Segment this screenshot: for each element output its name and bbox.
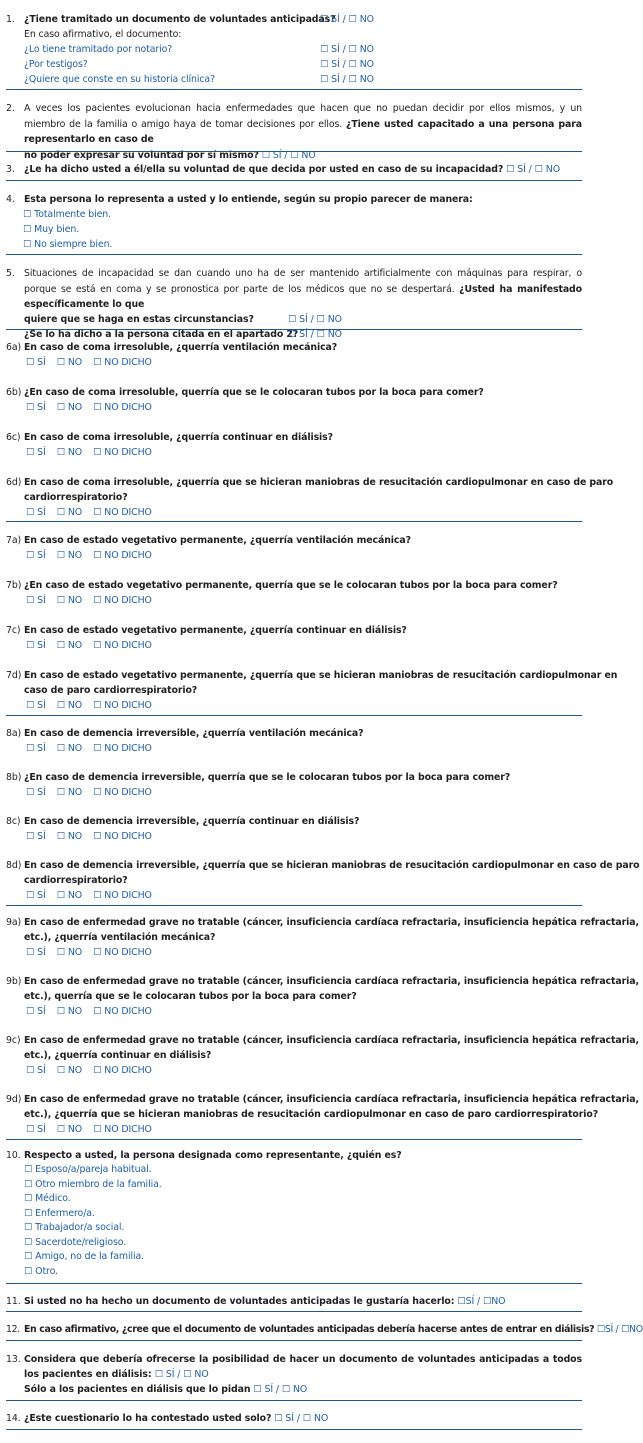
question-number: 6a) — [6, 342, 22, 353]
yes-checkbox[interactable]: ☐ SÍ — [26, 787, 46, 798]
not-said-checkbox[interactable]: ☐ NO DICHO — [93, 402, 152, 413]
question-6d — [6, 475, 614, 520]
answer-checkboxes[interactable]: ☐ SÍ / ☐ NO — [253, 1384, 308, 1395]
question-title: pacientes en diálisis: — [42, 1369, 152, 1380]
option-checkbox[interactable]: ☐ Totalmente bien. — [23, 209, 111, 220]
not-said-checkbox[interactable]: ☐ NO DICHO — [93, 595, 152, 606]
question-4 — [6, 192, 582, 252]
question-title: En caso de enfermedad grave no tratable (cáncer, insuficiencia cardíaca refractaria, insuficiencia hepática refractaria, — [24, 917, 639, 928]
not-said-checkbox[interactable]: ☐ NO DICHO — [93, 1065, 152, 1076]
question-number: 8a) — [6, 728, 22, 739]
sub-question: ¿Lo tiene tramitado por notario? — [24, 44, 173, 55]
divider — [6, 905, 582, 906]
no-checkbox[interactable]: ☐ NO — [56, 1006, 83, 1017]
not-said-checkbox[interactable]: ☐ NO DICHO — [93, 947, 152, 958]
question-number: 9d) — [6, 1094, 22, 1105]
option-checkbox[interactable]: ☐ Amigo, no de la familia. — [24, 1251, 144, 1262]
question-title: etc.), ¿querría que se hicieran maniobras de resucitación cardiopulmonar en caso de paro cardiorrespiratorio? — [24, 1109, 599, 1120]
option-checkbox[interactable]: ☐ Médico. — [24, 1193, 71, 1204]
answer-checkboxes[interactable]: ☐SÍ / ☐NO — [457, 1296, 506, 1307]
sub-question: ¿Quiere que conste en su historia clínica? — [24, 74, 215, 85]
question-group-6 — [6, 340, 614, 520]
answer-checkboxes[interactable]: ☐SÍ / ☐NO — [596, 1324, 643, 1335]
divider — [6, 1400, 582, 1401]
question-8a — [6, 726, 582, 770]
question-group-9 — [6, 915, 639, 1137]
question-number: 6d) — [6, 477, 22, 488]
question-text: familia o amigo haya de tomar decisiones por ellos. — [96, 118, 343, 130]
question-number: 4. — [6, 194, 15, 205]
question-9b — [6, 974, 639, 1033]
question-12 — [6, 1322, 643, 1337]
question-number: 11. — [6, 1296, 21, 1307]
question-7d — [6, 668, 618, 713]
question-number: 5. — [6, 268, 15, 279]
question-title: etc.), ¿querría ventilación mecánica? — [24, 932, 216, 943]
question-text: en coma y se pronostica por parte de los médicos que no se despertará. — [100, 283, 455, 295]
divider — [6, 89, 582, 90]
no-checkbox[interactable]: ☐ NO — [56, 1124, 83, 1135]
yes-checkbox[interactable]: ☐ SÍ — [26, 550, 46, 561]
question-title: no poder expresar su voluntad por sí mismo? — [24, 149, 259, 161]
divider — [6, 1139, 582, 1140]
answer-checkboxes[interactable]: ☐ SÍ / ☐ NO — [261, 149, 316, 161]
question-title: Sólo a los pacientes en diálisis que lo pidan — [24, 1384, 251, 1395]
question-title: ¿En caso de estado vegetativo permanente, querría que se le colocaran tubos por la boca para comer? — [24, 580, 558, 591]
no-checkbox[interactable]: ☐ NO — [56, 890, 83, 901]
not-said-checkbox[interactable]: ☐ NO DICHO — [93, 890, 152, 901]
question-title: Considera que debería ofrecerse la posibilidad de hacer un documento de voluntades anticipadas a todos los — [24, 1354, 582, 1380]
question-number: 9b) — [6, 976, 22, 987]
yes-checkbox[interactable]: ☐ SÍ — [26, 507, 46, 518]
no-checkbox[interactable]: ☐ NO — [56, 507, 83, 518]
answer-checkboxes[interactable]: ☐ SÍ / ☐ NO — [506, 164, 560, 175]
no-checkbox[interactable]: ☐ NO — [56, 595, 83, 606]
no-checkbox[interactable]: ☐ NO — [56, 1065, 83, 1076]
no-checkbox[interactable]: ☐ NO — [56, 743, 83, 754]
question-9c — [6, 1033, 639, 1092]
divider — [6, 1283, 582, 1284]
question-title: ¿Le ha dicho usted a él/ella su voluntad de que decida por usted en caso de su incapacidad? — [24, 164, 504, 175]
question-title: ¿Este cuestionario lo ha contestado usted solo? — [24, 1413, 272, 1424]
question-title: En caso de coma irresoluble, ¿querría ventilación mecánica? — [24, 342, 338, 353]
yes-checkbox[interactable]: ☐ SÍ — [26, 640, 46, 651]
not-said-checkbox[interactable]: ☐ NO DICHO — [93, 507, 152, 518]
yes-checkbox[interactable]: ☐ SÍ — [26, 743, 46, 754]
question-number: 6c) — [6, 432, 21, 443]
question-title: En caso de estado vegetativo permanente, ¿querría ventilación mecánica? — [24, 535, 411, 546]
no-checkbox[interactable]: ☐ NO — [56, 402, 83, 413]
answer-checkboxes[interactable]: ☐ SÍ / ☐ NO — [320, 74, 374, 85]
yes-checkbox[interactable]: ☐ SÍ — [26, 595, 46, 606]
no-checkbox[interactable]: ☐ NO — [56, 447, 83, 458]
question-7c — [6, 623, 582, 668]
yes-checkbox[interactable]: ☐ SÍ — [26, 402, 46, 413]
question-title: cardiorrespiratorio? — [24, 492, 128, 503]
not-said-checkbox[interactable]: ☐ NO DICHO — [93, 1006, 152, 1017]
question-title: caso de paro cardiorrespiratorio? — [24, 685, 198, 696]
question-title: ¿Tiene tramitado un documento de voluntades anticipadas? — [24, 14, 336, 25]
yes-checkbox[interactable]: ☐ SÍ — [26, 890, 46, 901]
no-checkbox[interactable]: ☐ NO — [56, 831, 83, 842]
question-title: En caso de demencia irreversible, ¿querría que se hicieran maniobras de resucitación cardiopulmonar en caso de paro — [24, 860, 640, 871]
not-said-checkbox[interactable]: ☐ NO DICHO — [93, 743, 152, 754]
question-8d — [6, 858, 640, 903]
not-said-checkbox[interactable]: ☐ NO DICHO — [93, 787, 152, 798]
yes-checkbox[interactable]: ☐ SÍ — [26, 357, 46, 368]
question-title: ¿Se lo ha dicho a la persona citada en el apartado 2? — [24, 328, 299, 340]
question-group-7 — [6, 533, 618, 713]
not-said-checkbox[interactable]: ☐ NO DICHO — [93, 831, 152, 842]
question-number: 6b) — [6, 387, 22, 398]
question-title: En caso de enfermedad grave no tratable (cáncer, insuficiencia cardíaca refractaria, insuficiencia hepática refractaria, — [24, 1035, 639, 1046]
question-title: quiere que se haga en estas circunstancias? — [24, 313, 254, 325]
question-6c — [6, 430, 582, 475]
question-title: ¿Usted ha manifestado específicamente lo que — [24, 283, 582, 310]
question-title: En caso de enfermedad grave no tratable (cáncer, insuficiencia cardíaca refractaria, insuficiencia hepática refractaria, — [24, 1094, 639, 1105]
question-number: 14. — [6, 1413, 21, 1424]
question-title: En caso de estado vegetativo permanente, ¿querría continuar en diálisis? — [24, 625, 407, 636]
question-title: ¿En caso de demencia irreversible, querría que se le colocaran tubos por la boca para comer? — [24, 772, 511, 783]
question-number: 1. — [6, 14, 15, 25]
yes-checkbox[interactable]: ☐ SÍ — [26, 1006, 46, 1017]
answer-checkboxes[interactable]: ☐ SÍ / ☐ NO — [274, 1413, 329, 1424]
no-checkbox[interactable]: ☐ NO — [56, 947, 83, 958]
question-title: ¿Tiene usted capacitado a una persona para representarlo en caso de — [24, 118, 582, 145]
question-number: 2. — [6, 103, 15, 114]
no-checkbox[interactable]: ☐ NO — [56, 640, 83, 651]
question-2 — [6, 101, 582, 163]
option-checkbox[interactable]: ☐ Trabajador/a social. — [24, 1222, 125, 1233]
yes-checkbox[interactable]: ☐ SÍ — [26, 1065, 46, 1076]
yes-checkbox[interactable]: ☐ SÍ — [26, 1124, 46, 1135]
question-14 — [6, 1411, 582, 1426]
question-7b — [6, 578, 582, 623]
question-title: cardiorrespiratorio? — [24, 875, 128, 886]
question-number: 10. — [6, 1150, 21, 1161]
answer-checkboxes[interactable]: ☐ SÍ / ☐ NO — [154, 1369, 209, 1380]
answer-checkboxes[interactable]: ☐ SÍ / ☐ NO — [320, 44, 374, 55]
question-title: En caso de coma irresoluble, ¿querría continuar en diálisis? — [24, 432, 333, 443]
divider — [6, 180, 582, 181]
question-10 — [6, 1148, 582, 1279]
question-number: 7c) — [6, 625, 21, 636]
question-intro: En caso afirmativo, el documento: — [24, 29, 182, 40]
question-5 — [6, 266, 582, 343]
option-checkbox[interactable]: ☐ Muy bien. — [23, 224, 80, 235]
question-6a — [6, 340, 582, 385]
question-title: En caso de enfermedad grave no tratable (cáncer, insuficiencia cardíaca refractaria, insuficiencia hepática refractaria, — [24, 976, 639, 987]
question-11 — [6, 1294, 582, 1309]
no-checkbox[interactable]: ☐ NO — [56, 700, 83, 711]
not-said-checkbox[interactable]: ☐ NO DICHO — [93, 447, 152, 458]
question-group-8 — [6, 726, 640, 903]
yes-checkbox[interactable]: ☐ SÍ — [26, 700, 46, 711]
question-number: 8d) — [6, 860, 22, 871]
no-checkbox[interactable]: ☐ NO — [56, 550, 83, 561]
question-number: 8c) — [6, 816, 21, 827]
sub-question: ¿Por testigos? — [24, 59, 88, 70]
question-text: A veces los pacientes evolucionan hacia enfermedades que hacen que no puedan decidir por ellos mismos, y un miembro de la — [24, 103, 582, 130]
option-checkbox[interactable]: ☐ Enfermero/a. — [24, 1207, 95, 1219]
question-title: En caso de demencia irreversible, ¿querría continuar en diálisis? — [24, 816, 360, 827]
question-number: 9a) — [6, 917, 22, 928]
not-said-checkbox[interactable]: ☐ NO DICHO — [93, 640, 152, 651]
yes-checkbox[interactable]: ☐ SÍ — [26, 447, 46, 458]
answer-checkboxes[interactable]: ☐ SÍ / ☐ NO — [288, 328, 342, 340]
question-number: 7d) — [6, 670, 22, 681]
question-title: etc.), querría que se le colocaran tubos por la boca para comer? — [24, 991, 357, 1002]
divider — [6, 1311, 582, 1312]
not-said-checkbox[interactable]: ☐ NO DICHO — [93, 357, 152, 368]
not-said-checkbox[interactable]: ☐ NO DICHO — [93, 1124, 152, 1135]
question-9a — [6, 915, 639, 974]
divider — [6, 715, 582, 716]
question-9d — [6, 1092, 639, 1137]
question-title: En caso afirmativo, ¿cree que el documento de voluntades anticipadas debería hacerse antes de entrar en diálisis? — [24, 1324, 595, 1335]
question-3 — [6, 162, 582, 177]
divider — [6, 254, 582, 255]
no-checkbox[interactable]: ☐ NO — [56, 787, 83, 798]
question-title: etc.), ¿querría continuar en diálisis? — [24, 1050, 212, 1061]
question-title: En caso de estado vegetativo permanente, ¿querría que se hicieran maniobras de resucitación cardiopulmonar en — [24, 670, 618, 681]
question-title: Esta persona lo representa a usted y lo entiende, según su propio parecer de manera: — [24, 194, 473, 205]
question-title: ¿En caso de coma irresoluble, querría que se le colocaran tubos por la boca para comer? — [24, 387, 484, 398]
question-title: En caso de demencia irreversible, ¿querría ventilación mecánica? — [24, 728, 364, 739]
option-checkbox[interactable]: ☐ Otro miembro de la familia. — [24, 1178, 162, 1190]
question-title: En caso de coma irresoluble, ¿querría que se hicieran maniobras de resucitación cardiopulmonar en caso de paro — [24, 477, 614, 488]
answer-checkboxes[interactable]: ☐ SÍ / ☐ NO — [320, 14, 374, 25]
question-6b — [6, 385, 582, 430]
question-7a — [6, 533, 582, 578]
question-1 — [6, 12, 582, 87]
yes-checkbox[interactable]: ☐ SÍ — [26, 947, 46, 958]
no-checkbox[interactable]: ☐ NO — [56, 357, 83, 368]
question-8c — [6, 814, 582, 858]
divider — [6, 151, 582, 152]
option-checkbox[interactable]: ☐ Esposo/a/pareja habitual. — [24, 1164, 152, 1175]
answer-checkboxes[interactable]: ☐ SÍ / ☐ NO — [320, 59, 374, 70]
question-8b — [6, 770, 582, 814]
option-checkbox[interactable]: ☐ Sacerdote/religioso. — [24, 1236, 127, 1248]
question-text: Situaciones de incapacidad se dan cuando uno ha de ser mantenido artificialmente con máquinas para respirar, o porque se está — [24, 268, 582, 295]
question-number: 3. — [6, 164, 15, 175]
not-said-checkbox[interactable]: ☐ NO DICHO — [93, 550, 152, 561]
option-checkbox[interactable]: ☐ Otro. — [24, 1265, 58, 1277]
option-checkbox[interactable]: ☐ No siempre bien. — [23, 239, 113, 250]
divider — [6, 1340, 582, 1341]
question-number: 13. — [6, 1354, 21, 1365]
divider — [6, 329, 582, 330]
answer-checkboxes[interactable]: ☐ SÍ / ☐ NO — [288, 313, 342, 325]
not-said-checkbox[interactable]: ☐ NO DICHO — [93, 700, 152, 711]
question-13 — [6, 1352, 582, 1397]
question-title: Si usted no ha hecho un documento de voluntades anticipadas le gustaría hacerlo: — [24, 1296, 455, 1307]
divider — [6, 1429, 582, 1430]
question-number: 12. — [6, 1324, 20, 1335]
question-title: Respecto a usted, la persona designada como representante, ¿quién es? — [24, 1150, 402, 1161]
divider — [6, 521, 582, 522]
yes-checkbox[interactable]: ☐ SÍ — [26, 831, 46, 842]
question-number: 7b) — [6, 580, 22, 591]
question-number: 7a) — [6, 535, 22, 546]
question-number: 8b) — [6, 772, 22, 783]
question-number: 9c) — [6, 1035, 21, 1046]
